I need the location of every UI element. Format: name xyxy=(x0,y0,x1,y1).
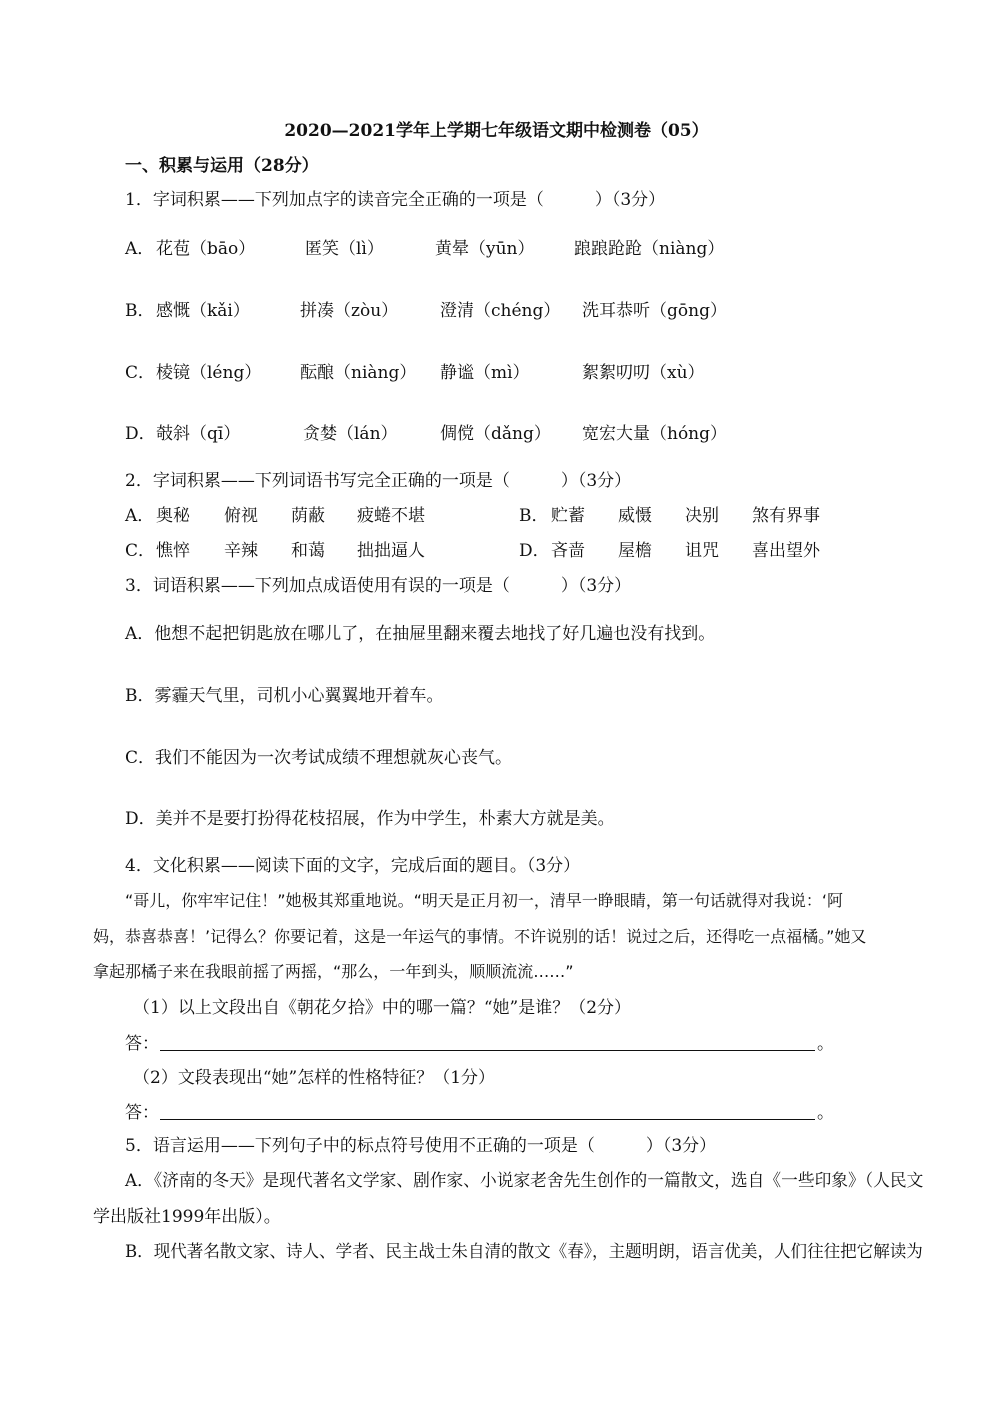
answer-label: 答： xyxy=(125,1034,159,1054)
q1-option-d-item: 倜傥（dǎng） xyxy=(440,424,551,444)
q1-option-d-item: 宽宏大量（hóng） xyxy=(582,424,728,444)
q2-option-c-item: 拙拙逼人 xyxy=(357,541,425,561)
q1-option-d-item: 贪婪（lán） xyxy=(303,424,398,444)
q4-passage-line: “哥儿，你牢牢记住！”她极其郑重地说。“明天是正月初一，清早一睁眼睛，第一句话就得对我说：‘阿 xyxy=(125,891,843,910)
page-title: 2020—2021学年上学期七年级语文期中检测卷（05） xyxy=(284,121,709,141)
q3-option-c: C．我们不能因为一次考试成绩不理想就灰心丧气。 xyxy=(125,748,513,768)
q4-subquestion-1: （1）以上文段出自《朝花夕拾》中的哪一篇？“她”是谁？（2分） xyxy=(133,998,632,1018)
answer-end: 。 xyxy=(817,1103,834,1123)
q2-option-c-label: C． xyxy=(125,541,156,561)
q1-option-c-item: 酝酿（niàng） xyxy=(300,363,417,383)
q2-option-d-label: D． xyxy=(519,541,550,561)
q3-option-a: A．他想不起把钥匙放在哪儿了，在抽屉里翻来覆去地找了好几遍也没有找到。 xyxy=(125,624,716,644)
q1-option-c-item: 棱镜（léng） xyxy=(156,363,262,383)
q1-option-d-item: 攲斜（qī） xyxy=(156,424,241,444)
q4-subquestion-2: （2）文段表现出“她”怎样的性格特征？（1分） xyxy=(133,1068,496,1088)
q2-option-b-label: B． xyxy=(519,506,549,526)
q2-stem: 2．字词积累——下列词语书写完全正确的一项是（ ）（3分） xyxy=(125,471,632,491)
q4-passage-line: 妈，恭喜恭喜！’记得么？你要记着，这是一年运气的事情。不许说别的话！说过之后，还得吃一点福橘。”她又 xyxy=(93,927,867,946)
answer-end: 。 xyxy=(817,1034,834,1054)
q1-stem: 1．字词积累——下列加点字的读音完全正确的一项是（ ）（3分） xyxy=(125,190,666,210)
q2-option-a-item: 疲蜷不堪 xyxy=(357,506,425,526)
q2-option-d-item: 吝啬 xyxy=(551,541,585,561)
answer-line[interactable] xyxy=(160,1050,815,1051)
q5-option-b: B．现代著名散文家、诗人、学者、民主战士朱自清的散文《春》，主题明朗，语言优美，人们往往把它解读为 xyxy=(125,1242,923,1262)
q1-option-b-item: 澄清（chéng） xyxy=(440,301,561,321)
q2-option-c-item: 和蔼 xyxy=(291,541,325,561)
q1-option-a-label: A． xyxy=(125,239,155,259)
q5-stem: 5．语言运用——下列句子中的标点符号使用不正确的一项是（ ）（3分） xyxy=(125,1136,717,1156)
q1-option-c-item: 静谧（mì） xyxy=(440,363,530,383)
q1-option-c-label: C． xyxy=(125,363,156,383)
q3-option-d: D．美并不是要打扮得花枝招展，作为中学生，朴素大方就是美。 xyxy=(125,809,615,829)
q2-option-d-item: 喜出望外 xyxy=(752,541,820,561)
q1-option-a-item: 花苞（bāo） xyxy=(156,239,256,259)
q4-stem: 4．文化积累——阅读下面的文字，完成后面的题目。（3分） xyxy=(125,856,581,876)
q1-option-b-label: B． xyxy=(125,301,155,321)
q3-option-b: B．雾霾天气里，司机小心翼翼地开着车。 xyxy=(125,686,444,706)
answer-line[interactable] xyxy=(160,1119,815,1120)
q1-option-a-item: 匿笑（lì） xyxy=(305,239,384,259)
q1-option-a-item: 黄晕（yūn） xyxy=(435,239,535,259)
q2-option-c-item: 憔悴 xyxy=(156,541,190,561)
q1-option-a-item: 踉踉跄跄（niàng） xyxy=(574,239,725,259)
q4-passage-line: 拿起那橘子来在我眼前摇了两摇，“那么，一年到头，顺顺流流……” xyxy=(93,962,574,981)
section-heading: 一、积累与运用（28分） xyxy=(125,156,319,176)
q2-option-a-label: A． xyxy=(125,506,155,526)
q2-option-d-item: 屋檐 xyxy=(618,541,652,561)
q1-option-d-label: D． xyxy=(125,424,156,444)
q2-option-c-item: 辛辣 xyxy=(224,541,258,561)
q2-option-a-item: 荫蔽 xyxy=(291,506,325,526)
q1-option-b-item: 拼凑（zòu） xyxy=(300,301,399,321)
q5-option-a-continued: 学出版社1999年出版）。 xyxy=(93,1207,281,1227)
q2-option-b-item: 贮蓄 xyxy=(551,506,585,526)
q5-option-a: A．《济南的冬天》是现代著名文学家、剧作家、小说家老舍先生创作的一篇散文，选自《一些印象》（人民文 xyxy=(125,1171,924,1191)
q2-option-b-item: 煞有界事 xyxy=(752,506,820,526)
q2-option-a-item: 俯视 xyxy=(224,506,258,526)
q1-option-b-item: 感慨（kǎi） xyxy=(156,301,250,321)
q3-stem: 3．词语积累——下列加点成语使用有误的一项是（ ）（3分） xyxy=(125,576,632,596)
answer-label: 答： xyxy=(125,1103,159,1123)
q2-option-a-item: 奥秘 xyxy=(156,506,190,526)
q2-option-d-item: 诅咒 xyxy=(685,541,719,561)
q2-option-b-item: 威慑 xyxy=(618,506,652,526)
q2-option-b-item: 决别 xyxy=(685,506,719,526)
q1-option-c-item: 絮絮叨叨（xù） xyxy=(582,363,705,383)
q1-option-b-item: 洗耳恭听（gōng） xyxy=(582,301,727,321)
